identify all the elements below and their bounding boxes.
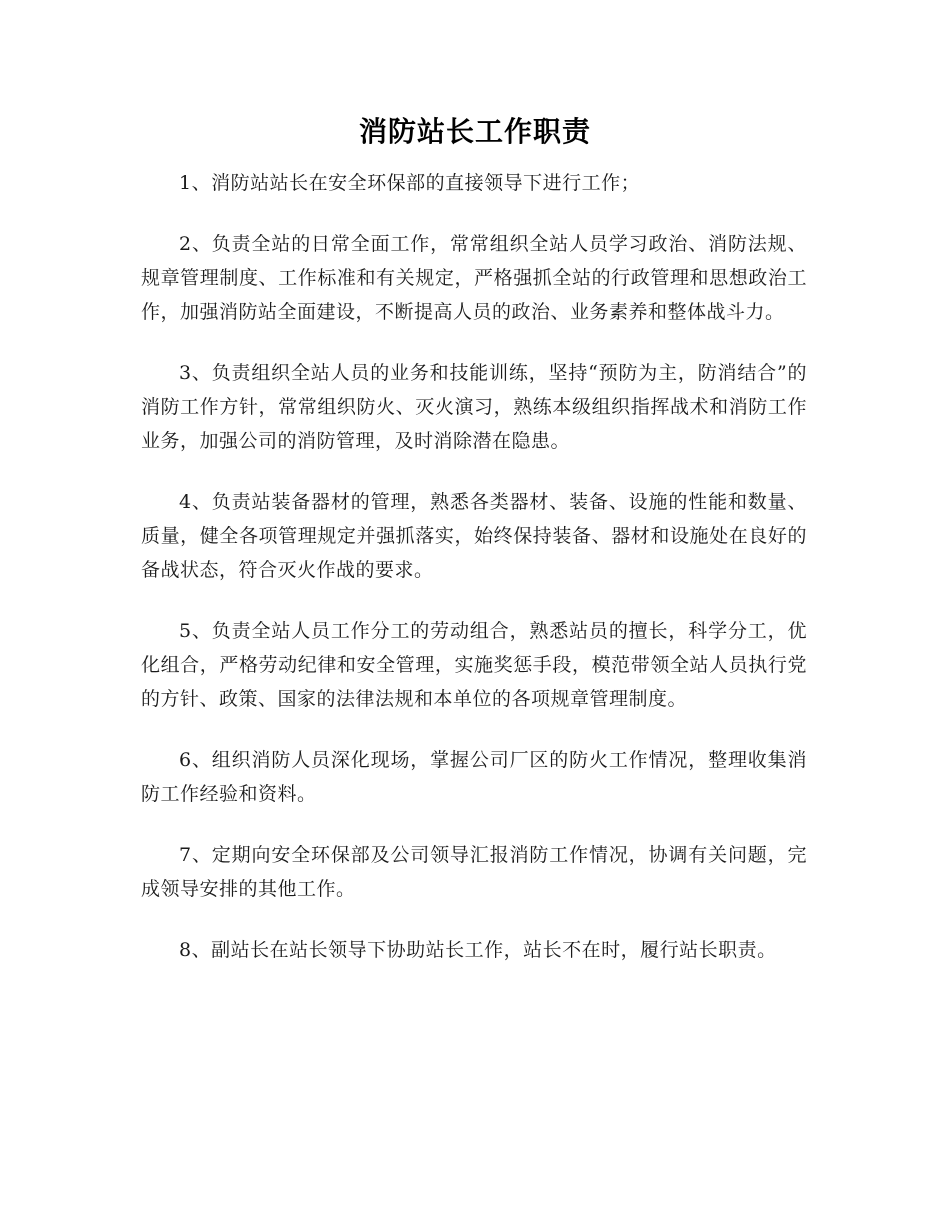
paragraph-6: 6、组织消防人员深化现场，掌握公司厂区的防火工作情况，整理收集消防工作经验和资料。 — [141, 749, 807, 805]
paragraph-2: 2、负责全站的日常全面工作，常常组织全站人员学习政治、消防法规、规章管理制度、工作标准和有关规定，严格强抓全站的行政管理和思想政治工作，加强消防站全面建设，不断提高人员的政治、业务素养和整体战斗力。 — [141, 233, 807, 323]
document-title: 消防站长工作职责 — [358, 115, 591, 148]
paragraph-4: 4、负责站装备器材的管理，熟悉各类器材、装备、设施的性能和数量、质量，健全各项管理规定并强抓落实，始终保持装备、器材和设施处在良好的备战状态，符合灭火作战的要求。 — [141, 491, 807, 581]
paragraph-7: 7、定期向安全环保部及公司领导汇报消防工作情况，协调有关问题，完成领导安排的其他工作。 — [141, 844, 807, 900]
paragraph-8: 8、副站长在站长领导下协助站长工作，站长不在时，履行站长职责。 — [179, 939, 777, 961]
paragraph-1: 1、消防站站长在安全环保部的直接领导下进行工作； — [179, 172, 641, 194]
paragraph-3: 3、负责组织全站人员的业务和技能训练，坚持“预防为主，防消结合”的消防工作方针，常常组织防火、灭火演习，熟练本级组织指挥战术和消防工作业务，加强公司的消防管理，及时消除潜在隐患。 — [141, 362, 807, 452]
document-body — [141, 166, 807, 994]
paragraph-5: 5、负责全站人员工作分工的劳动组合，熟悉站员的擅长，科学分工，优化组合，严格劳动纪律和安全管理，实施奖惩手段，模范带领全站人员执行党的方针、政策、国家的法律法规和本单位的各项规章管理制度。 — [141, 620, 807, 710]
